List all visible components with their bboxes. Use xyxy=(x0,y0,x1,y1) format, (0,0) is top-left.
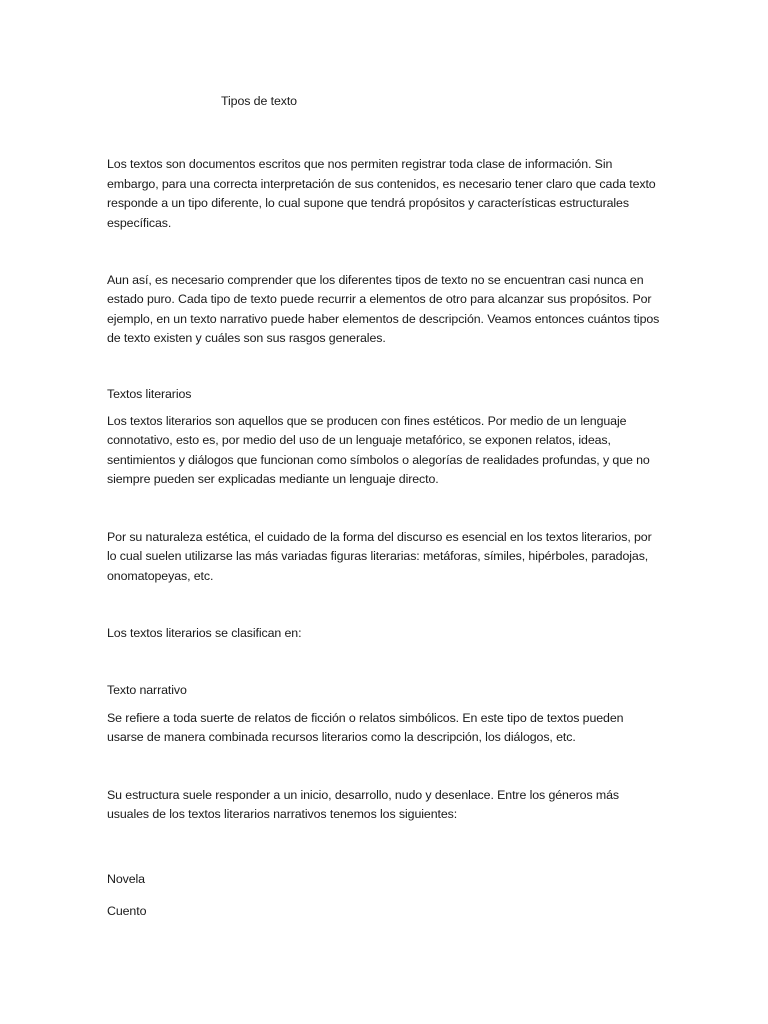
document-body xyxy=(107,92,663,933)
paragraph-literarios-1: Los textos literarios son aquellos que se producen con fines estéticos. Por medio de un lenguaje connotativo, esto es, por medio del uso de un lenguaje metafórico, se exponen relatos, ideas, sentimientos y diálogos que funcionan como símbolos o alegorías de realidades profundas, y que no siempre pueden ser explicadas mediante un lenguaje directo. xyxy=(107,414,650,487)
heading-textos-literarios: Textos literarios xyxy=(107,386,192,401)
paragraph-narrativo-1: Se refiere a toda suerte de relatos de ficción o relatos simbólicos. En este tipo de textos pueden usarse de manera combinada recursos literarios como la descripción, los diálogos, etc. xyxy=(107,710,624,745)
paragraph-narrativo-2: Su estructura suele responder a un inicio, desarrollo, nudo y desenlace. Entre los géneros más usuales de los textos literarios narrativos tenemos los siguientes: xyxy=(107,787,619,821)
genre-item-novela: Novela xyxy=(107,872,145,887)
genre-item-cuento: Cuento xyxy=(107,903,147,918)
heading-texto-narrativo: Texto narrativo xyxy=(107,683,187,698)
paragraph-clasifican: Los textos literarios se clasifican en: xyxy=(107,625,302,640)
paragraph-intro: Los textos son documentos escritos que nos permiten registrar toda clase de información. Sin embargo, para una correcta interpretación de sus contenidos, es necesario tener claro que cada texto responde a un tipo diferente, lo cual supone que tendrá propósitos y características estructurales específicas. xyxy=(107,157,656,230)
document-title: Tipos de texto xyxy=(221,94,297,108)
paragraph-literarios-2: Por su naturaleza estética, el cuidado de la forma del discurso es esencial en los textos literarios, por lo cual suelen utilizarse las más variadas figuras literarias: metáforas, símiles, hipérboles, paradojas, onomatopeyas, etc. xyxy=(107,529,652,583)
paragraph-intro-2: Aun así, es necesario comprender que los diferentes tipos de texto no se encuentran casi nunca en estado puro. Cada tipo de texto puede recurrir a elementos de otro para alcanzar sus propósitos. Por ejemplo, en un texto narrativo puede haber elementos de descripción. Veamos entonces cuántos tipos de texto existen y cuáles son sus rasgos generales. xyxy=(107,273,660,346)
